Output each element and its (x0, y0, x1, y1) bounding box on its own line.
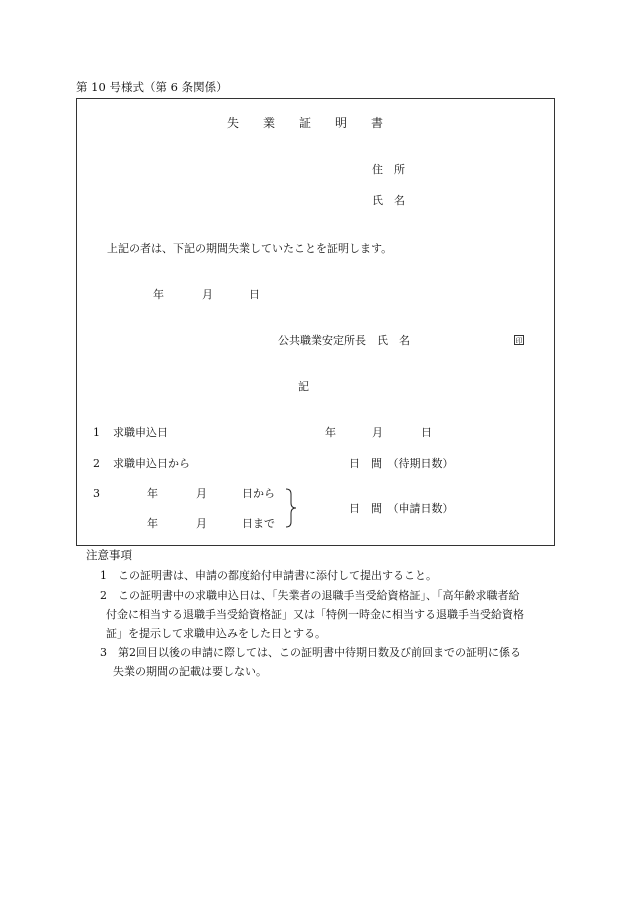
note-2-line-1: 2 この証明書中の求職申込日は、「失業者の退職手当受給資格証」、「高年齢求職者給 (100, 589, 520, 602)
office-head: 公共職業安定所長 氏 名 (278, 334, 410, 347)
certify-text: 上記の者は、下記の期間失業していたことを証明します。 (107, 242, 393, 255)
item3-to-month: 月 (196, 517, 207, 530)
item3-from-year: 年 (147, 487, 158, 500)
item3-to-year: 年 (147, 517, 158, 530)
date-month: 月 (202, 288, 213, 301)
certificate-title: 失 業 証 明 書 (227, 116, 384, 130)
seal-mark: 印 (515, 337, 523, 345)
item3-from-day: 日から (242, 487, 275, 500)
item1-number: 1 (93, 426, 100, 439)
item3-days: 日 間 （申請日数） (349, 502, 454, 515)
date-year: 年 (153, 288, 164, 301)
certificate-box (76, 98, 555, 546)
note-3-line-1: 3 第2回目以後の申請に際しては、この証明書中待期日数及び前回までの証明に係る (100, 646, 521, 659)
date-day: 日 (249, 288, 260, 301)
item3-number: 3 (93, 487, 100, 500)
note-2-line-2: 付金に相当する退職手当受給資格証」又は「特例一時金に相当する退職手当受給資格 (106, 608, 524, 621)
curly-brace-icon (284, 488, 298, 528)
item3-from-month: 月 (196, 487, 207, 500)
item1-year: 年 (325, 426, 336, 439)
ki-label: 記 (298, 380, 309, 393)
form-label: 第 10 号様式（第 6 条関係） (76, 80, 228, 94)
item1-month: 月 (372, 426, 383, 439)
item3-to-day: 日まで (242, 517, 275, 530)
item1-label: 求職申込日 (113, 426, 168, 439)
item1-day: 日 (421, 426, 432, 439)
item2-number: 2 (93, 457, 100, 470)
note-3-line-2: 失業の期間の記載は要しない。 (113, 665, 267, 678)
item2-label: 求職申込日から (113, 457, 190, 470)
note-2-line-3: 証」を提示して求職申込みをした日とする。 (106, 627, 326, 640)
name-label: 氏 名 (372, 194, 405, 207)
notes-heading: 注意事項 (86, 548, 132, 562)
address-label: 住 所 (372, 163, 405, 176)
note-1: 1 この証明書は、申請の都度給付申請書に添付して提出すること。 (100, 569, 437, 582)
item2-days: 日 間 （待期日数） (349, 457, 454, 470)
